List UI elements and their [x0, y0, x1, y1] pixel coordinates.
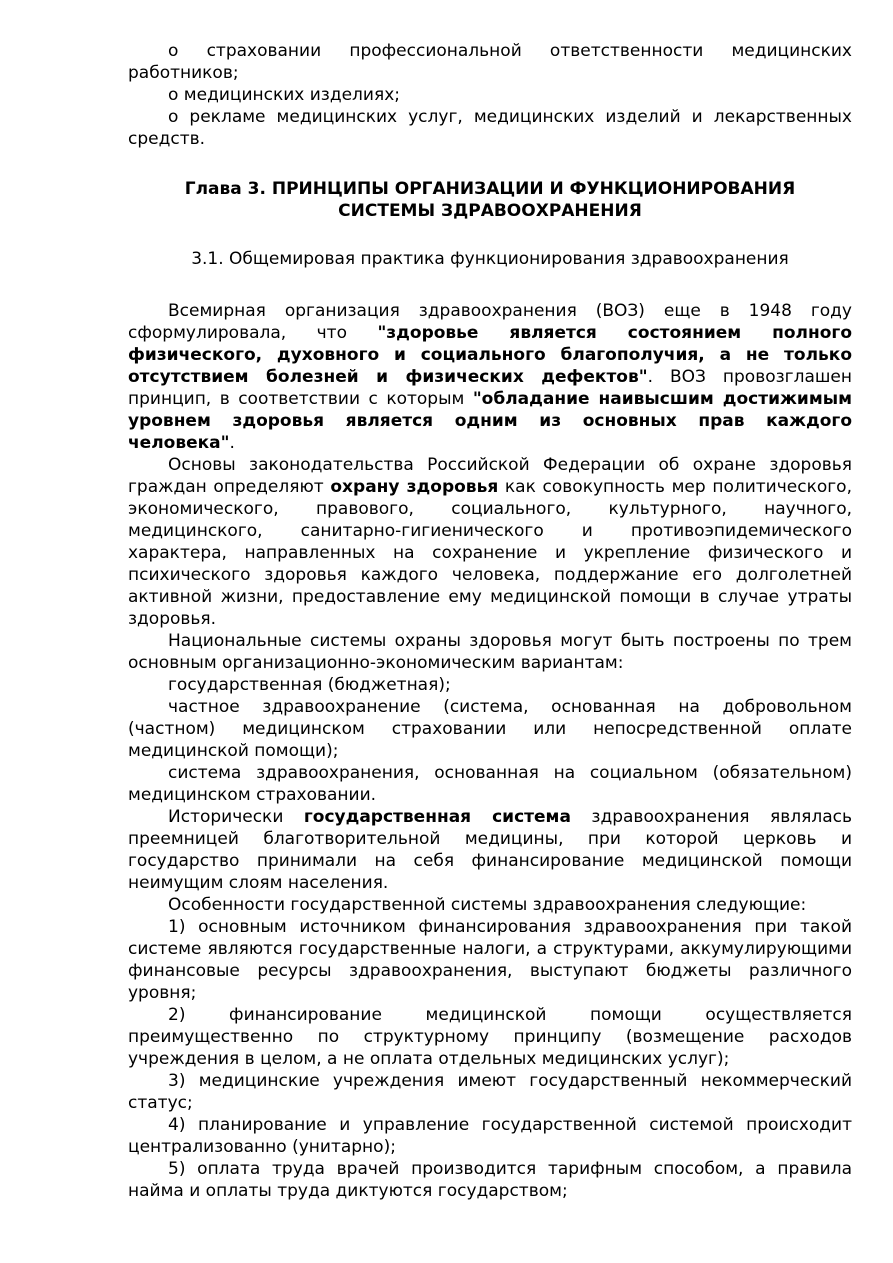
who-text-2: . ВОЗ провозглашен принцип, в соответствии с которым: [128, 367, 852, 409]
chapter-title-line-2: СИСТЕМЫ ЗДРАВООХРАНЕНИЯ: [338, 201, 642, 221]
feature-item-2: 2) финансирование медицинской помощи осуществляется преимущественно по структурному принципу (возмещение расходов учреждения в целом, а не оплата отдельных медицинских услуг);: [128, 1005, 852, 1069]
who-text-3: .: [229, 433, 235, 453]
chapter-title-line-1: Глава 3. ПРИНЦИПЫ ОРГАНИЗАЦИИ И ФУНКЦИОНИРОВАНИЯ: [184, 179, 796, 199]
who-definition-bold: "здоровье является состоянием полного физического, духовного и социального благополучия, а не только отсутствием болезней и физических дефектов": [128, 323, 852, 387]
basics-text-2: как совокупность мер политического, экономического, правового, социального, культурного, научного, медицинского, санитарно-гигиенического и противоэпидемического характера, направленных на сохранение и укрепление физического и психического здоровья каждого человека, поддержание его долголетней активной жизни, предоставление ему медицинской помощи в случае утраты здоровья.: [128, 477, 852, 629]
variant-private: частное здравоохранение (система, основанная на добровольном (частном) медицинском страховании или непосредственной оплате медицинской помощи);: [128, 697, 852, 761]
history-paragraph: [128, 806, 852, 894]
basics-text-1: Основы законодательства Российской Федерации об охране здоровья граждан определяют: [128, 455, 852, 497]
history-text-1: Исторически: [168, 807, 304, 827]
list-item-insurance: о страховании профессиональной ответственности медицинских работников;: [128, 41, 852, 83]
history-term-bold: государственная система: [303, 807, 571, 827]
basics-paragraph: [128, 454, 852, 630]
who-text-1: Всемирная организация здравоохранения (ВОЗ) еще в 1948 году сформулировала, что: [128, 301, 852, 343]
section-heading: 3.1. Общемировая практика функционирования здравоохранения: [191, 249, 789, 269]
document-page: [128, 40, 852, 1202]
feature-item-5: 5) оплата труда врачей производится тарифным способом, а правила найма и оплаты труда диктуются государством;: [128, 1159, 852, 1201]
feature-item-3: 3) медицинские учреждения имеют государственный некоммерческий статус;: [128, 1071, 852, 1113]
feature-item-4: 4) планирование и управление государственной системой происходит централизованно (унитарно);: [128, 1115, 852, 1157]
history-text-2: здравоохранения являлась преемницей благотворительной медицины, при которой церковь и государство принимали на себя финансирование медицинской помощи неимущим слоям населения.: [128, 807, 852, 893]
chapter-title: [128, 178, 852, 222]
variant-state: государственная (бюджетная);: [168, 675, 451, 695]
feature-item-1: 1) основным источником финансирования здравоохранения при такой системе являются государственные налоги, а структурами, аккумулирующими финансовые ресурсы здравоохранения, выступают бюджеты различного уровня;: [128, 917, 852, 1003]
national-systems-intro: Национальные системы охраны здоровья могут быть построены по трем основным организационно-экономическим вариантам:: [128, 631, 852, 673]
who-principle-bold: "обладание наивысшим достижимым уровнем здоровья является одним из основных прав каждого человека": [128, 389, 852, 453]
features-intro: Особенности государственной системы здравоохранения следующие:: [168, 895, 807, 915]
variant-social-insurance: система здравоохранения, основанная на социальном (обязательном) медицинском страховании.: [128, 763, 852, 805]
basics-term-bold: охрану здоровья: [330, 477, 499, 497]
who-paragraph: [128, 300, 852, 454]
list-item-advertising: о рекламе медицинских услуг, медицинских изделий и лекарственных средств.: [128, 107, 852, 149]
list-item-devices: о медицинских изделиях;: [168, 85, 400, 105]
